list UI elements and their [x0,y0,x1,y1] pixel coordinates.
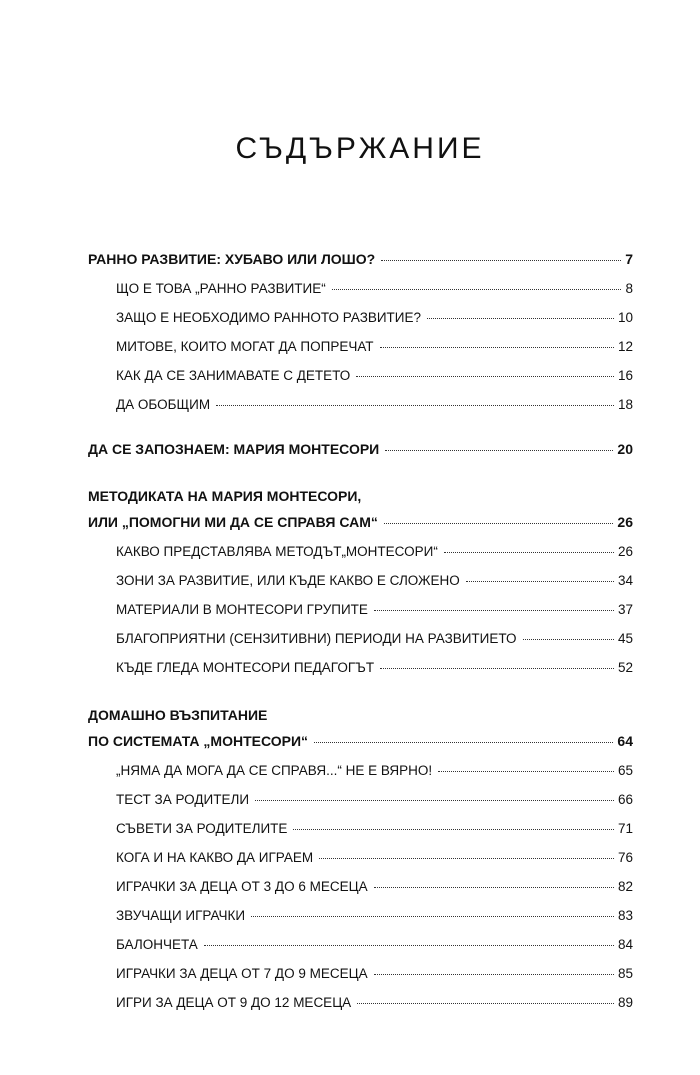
toc-item-label: „НЯМА ДА МОГА ДА СЕ СПРАВЯ...“ НЕ Е ВЯРНО! [116,763,433,778]
toc-page-number: 7 [625,251,633,267]
dot-leader [523,638,614,640]
toc-section-title: РАННО РАЗВИТИЕ: ХУБАВО ИЛИ ЛОШО? [88,251,376,267]
dot-leader [357,1002,614,1004]
toc-item-label: БАЛОНЧЕТА [116,937,198,952]
dot-leader [438,770,614,772]
toc-page-number: 85 [617,966,633,981]
toc-page-number: 89 [617,995,633,1010]
toc-page-number: 26 [617,514,633,530]
toc-item[interactable] [116,544,633,559]
toc-item[interactable] [116,631,633,646]
dot-leader [255,799,614,801]
toc-item-label: ТЕСТ ЗА РОДИТЕЛИ [116,792,250,807]
toc-item-label: МИТОВЕ, КОИТО МОГАТ ДА ПОПРЕЧАТ [116,339,374,354]
toc-item-label: ДА ОБОБЩИМ [116,397,211,412]
toc-section-title: ИЛИ „ПОМОГНИ МИ ДА СЕ СПРАВЯ САМ“ [88,514,378,530]
toc-section-title-line1: МЕТОДИКАТА НА МАРИЯ МОНТЕСОРИ, [88,488,362,504]
dot-leader [444,551,614,553]
toc-item[interactable] [116,310,633,325]
toc-section-home-education[interactable] [88,733,633,749]
toc-page-number: 66 [617,792,633,807]
toc-page-number: 16 [617,368,633,383]
toc-page-number: 12 [617,339,633,354]
toc-item-label: БЛАГОПРИЯТНИ (СЕНЗИТИВНИ) ПЕРИОДИ НА РАЗВИТИЕТО [116,631,517,646]
toc-section-title-line1: ДОМАШНО ВЪЗПИТАНИЕ [88,707,268,723]
toc-page-number: 76 [617,850,633,865]
dot-leader [384,522,614,524]
toc-item-label: СЪВЕТИ ЗА РОДИТЕЛИТЕ [116,821,288,836]
toc-page-number: 83 [617,908,633,923]
toc-item[interactable] [116,966,633,981]
toc-item[interactable] [116,602,633,617]
dot-leader [319,857,614,859]
dot-leader [251,915,614,917]
toc-item[interactable] [116,397,633,412]
dot-leader [204,944,614,946]
toc-item-label: КЪДЕ ГЛЕДА МОНТЕСОРИ ПЕДАГОГЪТ [116,660,375,675]
dot-leader [381,259,621,261]
toc-item-label: ЗВУЧАЩИ ИГРАЧКИ [116,908,246,923]
toc-item[interactable] [116,995,633,1010]
toc-page-number: 52 [617,660,633,675]
page-title: СЪДЪРЖАНИЕ [235,132,485,165]
toc-page-number: 10 [617,310,633,325]
toc-section-maria-montessori[interactable] [88,441,633,457]
toc-item-label: КАКВО ПРЕДСТАВЛЯВА МЕТОДЪТ„МОНТЕСОРИ“ [116,544,438,559]
toc-page-number: 34 [617,573,633,588]
toc-page-number: 84 [617,937,633,952]
toc-item[interactable] [116,573,633,588]
toc-item-label: КАК ДА СЕ ЗАНИМАВАТЕ С ДЕТЕТО [116,368,351,383]
toc-page-number: 45 [617,631,633,646]
dot-leader [380,346,614,348]
toc-item[interactable] [116,908,633,923]
toc-page-number: 8 [625,281,633,296]
toc-item-label: ИГРАЧКИ ЗА ДЕЦА ОТ 7 ДО 9 МЕСЕЦА [116,966,368,981]
toc-page-number: 64 [617,733,633,749]
toc-item-label: КОГА И НА КАКВО ДА ИГРАЕМ [116,850,314,865]
dot-leader [427,317,614,319]
toc-section-title: ДА СЕ ЗАПОЗНАЕМ: МАРИЯ МОНТЕСОРИ [88,441,380,457]
dot-leader [374,886,614,888]
dot-leader [380,667,614,669]
toc-item[interactable] [116,339,633,354]
toc-item[interactable] [116,937,633,952]
toc-item[interactable] [116,660,633,675]
toc-item[interactable] [116,281,633,296]
toc-item-label: ЩО Е ТОВА „РАННО РАЗВИТИЕ“ [116,281,326,296]
dot-leader [216,404,614,406]
toc-item-label: ИГРАЧКИ ЗА ДЕЦА ОТ 3 ДО 6 МЕСЕЦА [116,879,368,894]
toc-page-number: 82 [617,879,633,894]
dot-leader [332,288,622,290]
toc-item-label: ЗАЩО Е НЕОБХОДИМО РАННОТО РАЗВИТИЕ? [116,310,422,325]
toc-page-number: 26 [617,544,633,559]
dot-leader [385,449,613,451]
toc-page-number: 18 [617,397,633,412]
dot-leader [466,580,614,582]
toc-item[interactable] [116,368,633,383]
toc-item-label: ЗОНИ ЗА РАЗВИТИЕ, ИЛИ КЪДЕ КАКВО Е СЛОЖЕНО [116,573,460,588]
dot-leader [293,828,614,830]
dot-leader [374,609,614,611]
dot-leader [374,973,614,975]
toc-item[interactable] [116,763,633,778]
toc-item-label: МАТЕРИАЛИ В МОНТЕСОРИ ГРУПИТЕ [116,602,368,617]
toc-page-number: 65 [617,763,633,778]
dot-leader [356,375,614,377]
toc-page-number: 20 [617,441,633,457]
dot-leader [314,741,613,743]
toc-section-title: ПО СИСТЕМАТА „МОНТЕСОРИ“ [88,733,309,749]
toc-section-methodology[interactable] [88,514,633,530]
toc-item[interactable] [116,792,633,807]
toc-item-label: ИГРИ ЗА ДЕЦА ОТ 9 ДО 12 МЕСЕЦА [116,995,352,1010]
toc-item[interactable] [116,850,633,865]
toc-section-early-development[interactable] [88,251,633,267]
toc-page-number: 37 [617,602,633,617]
toc-item[interactable] [116,879,633,894]
toc-item[interactable] [116,821,633,836]
toc-page-number: 71 [617,821,633,836]
